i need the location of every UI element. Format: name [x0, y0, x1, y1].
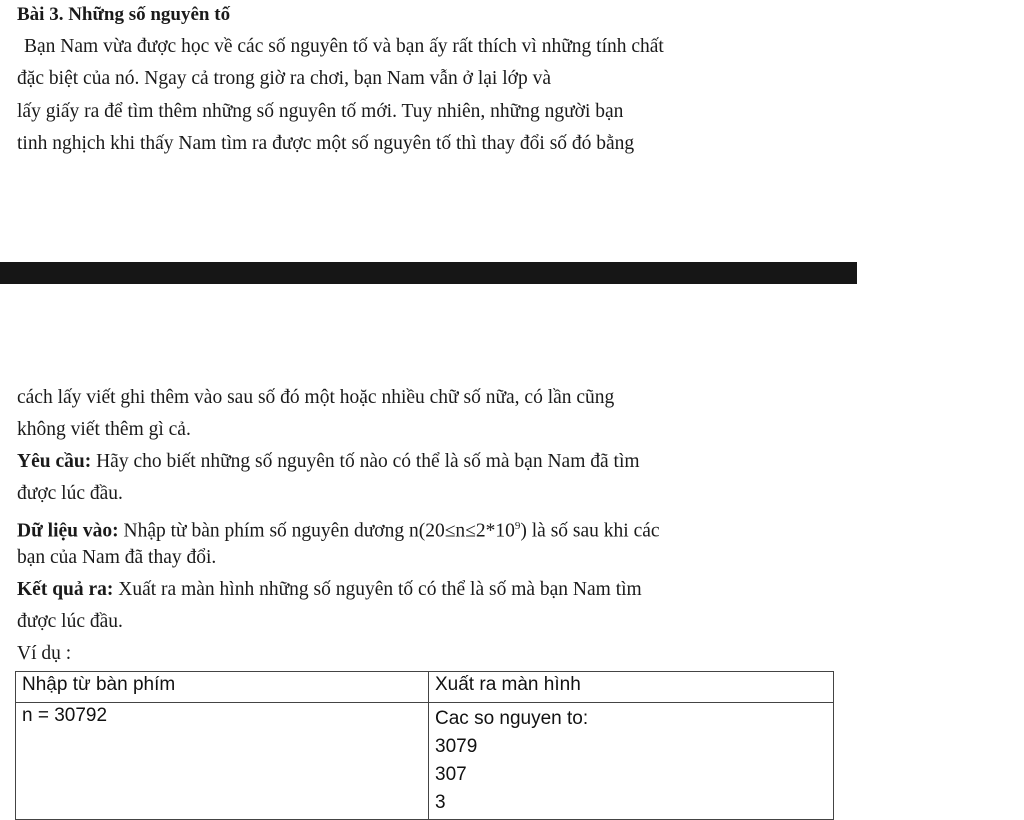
output-label: Kết quả ra:	[17, 579, 114, 600]
input-text: Nhập từ bàn phím số nguyên dương n(20≤n≤2*10	[118, 520, 515, 542]
redaction-bar	[0, 262, 857, 284]
input-line-2: bạn của Nam đã thay đổi.	[17, 547, 217, 568]
requirement-label: Yêu cầu:	[17, 451, 92, 472]
para-line-4: tinh nghịch khi thấy Nam tìm ra được một số nguyên tố thì thay đổi số đó bằng	[17, 133, 635, 154]
requirement-line-2: được lúc đầu.	[17, 483, 123, 504]
example-table	[15, 671, 834, 820]
cell-input-value: n = 30792	[16, 703, 429, 820]
header-output: Xuất ra màn hình	[429, 672, 834, 703]
table-row	[16, 703, 834, 820]
input-line-1	[17, 514, 660, 544]
input-text-end: ) là số sau khi các	[520, 520, 660, 542]
input-exponent: 9	[514, 520, 521, 532]
output-line-2: được lúc đầu.	[17, 611, 123, 632]
output-line: Cac so nguyen to:	[435, 708, 589, 729]
problem-title: Bài 3. Những số nguyên tố	[17, 4, 231, 25]
requirement-text: Hãy cho biết những số nguyên tố nào có thể là số mà bạn Nam đã tìm	[91, 451, 640, 472]
para-line-5: cách lấy viết ghi thêm vào sau số đó một hoặc nhiều chữ số nữa, có lần cũng	[17, 387, 615, 408]
table-header-row	[16, 672, 834, 703]
input-label: Dữ liệu vào:	[17, 520, 119, 542]
output-line: 307	[435, 764, 467, 785]
output-line-1	[17, 578, 642, 602]
para-line-6: không viết thêm gì cả.	[17, 419, 191, 440]
para-line-3: lấy giấy ra để tìm thêm những số nguyên tố mới. Tuy nhiên, những người bạn	[17, 101, 624, 122]
para-line-2: đặc biệt của nó. Ngay cả trong giờ ra chơi, bạn Nam vẫn ở lại lớp và	[17, 68, 551, 89]
cell-output	[429, 703, 834, 820]
para-line-1: Bạn Nam vừa được học về các số nguyên tố và bạn ấy rất thích vì những tính chất	[24, 36, 664, 57]
output-line: 3079	[435, 736, 478, 757]
header-input: Nhập từ bàn phím	[16, 672, 429, 703]
example-label: Ví dụ :	[17, 643, 72, 664]
output-text: Xuất ra màn hình những số nguyên tố có thể là số mà bạn Nam tìm	[113, 579, 642, 600]
output-line: 3	[435, 792, 446, 813]
requirement-line-1	[17, 450, 640, 474]
